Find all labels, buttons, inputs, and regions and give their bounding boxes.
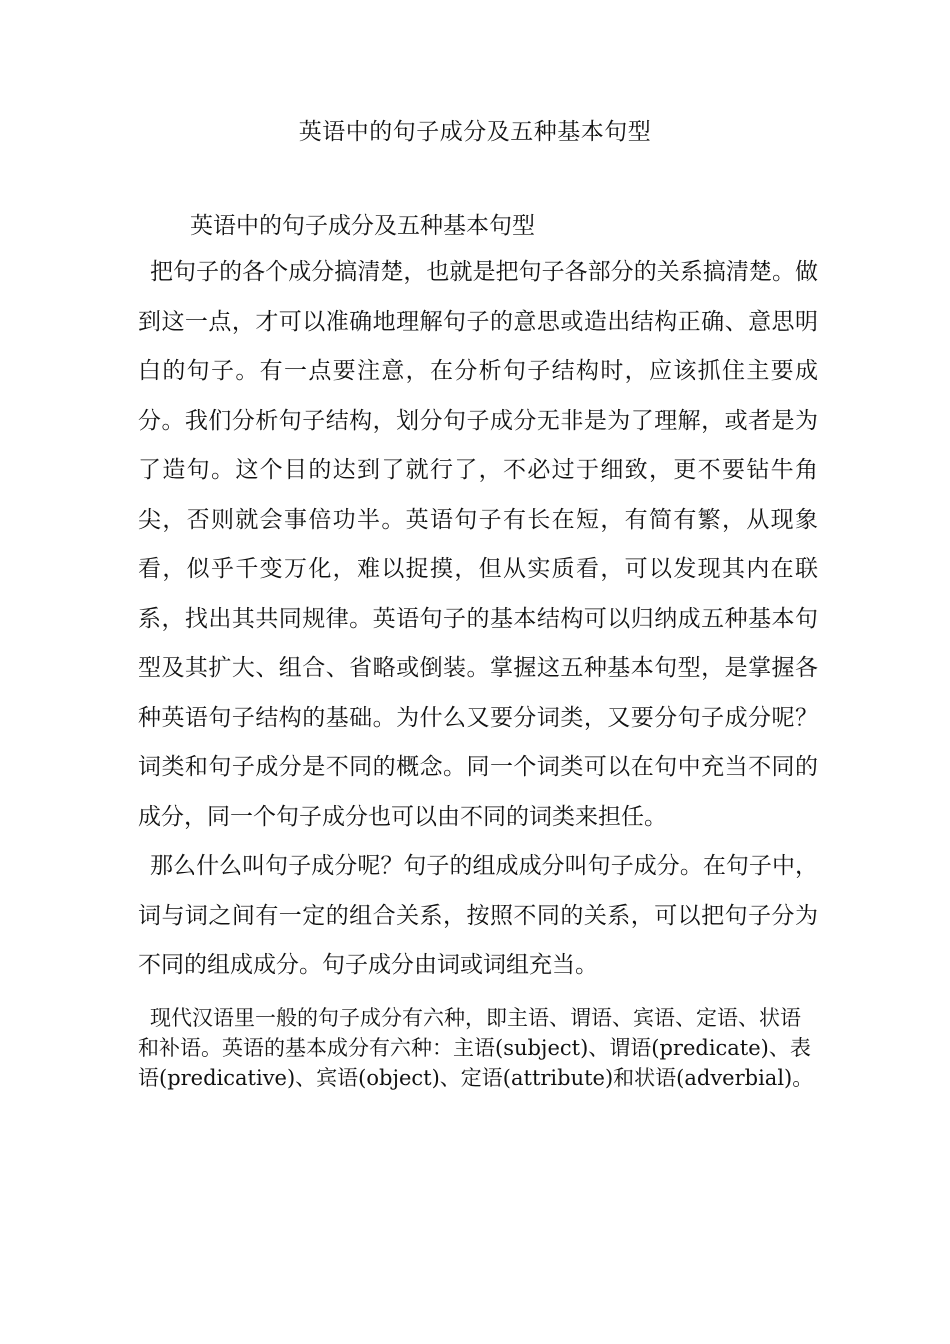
document-title: 英语中的句子成分及五种基本句型 [298, 119, 652, 145]
paragraph-1: 把句子的各个成分搞清楚，也就是把句子各部分的关系搞清楚。做到这一点，才可以准确地理解句子的意思或造出结构正确、意思明白的句子。有一点要注意，在分析句子结构时，应该抓住主要成分。我们分析句子结构，划分句子成分无非是为了理解，或者是为了造句。这个目的达到了就行了，不必过于细致，更不要钻牛角尖，否则就会事倍功半。英语句子有长在短，有简有繁，从现象看，似乎千变万化，难以捉摸，但从实质看，可以发现其内在联系，找出其共同规律。英语句子的基本结构可以归纳成五种基本句型及其扩大、组合、省略或倒装。掌握这五种基本句型，是掌握各种英语句子结构的基础。为什么又要分词类，又要分句子成分呢？词类和句子成分是不同的概念。同一个词类可以在句中充当不同的成分，同一个句子成分也可以由不同的词类来担任。 [138, 259, 818, 830]
paragraph-2: 那么什么叫句子成分呢？句子的组成成分叫句子成分。在句子中，词与词之间有一定的组合关系，按照不同的关系，可以把句子分为不同的组成成分。句子成分由词或词组充当。 [138, 853, 818, 978]
section-heading: 英语中的句子成分及五种基本句型 [190, 213, 535, 239]
document-body [138, 208, 818, 1093]
paragraph-3: 现代汉语里一般的句子成分有六种，即主语、谓语、宾语、定语、状语和补语。英语的基本成分有六种：主语(subject)、谓语(predicate)、表语(predicative)、宾语(object)、定语(attribute)和状语(adverbial)。 [138, 1005, 814, 1090]
